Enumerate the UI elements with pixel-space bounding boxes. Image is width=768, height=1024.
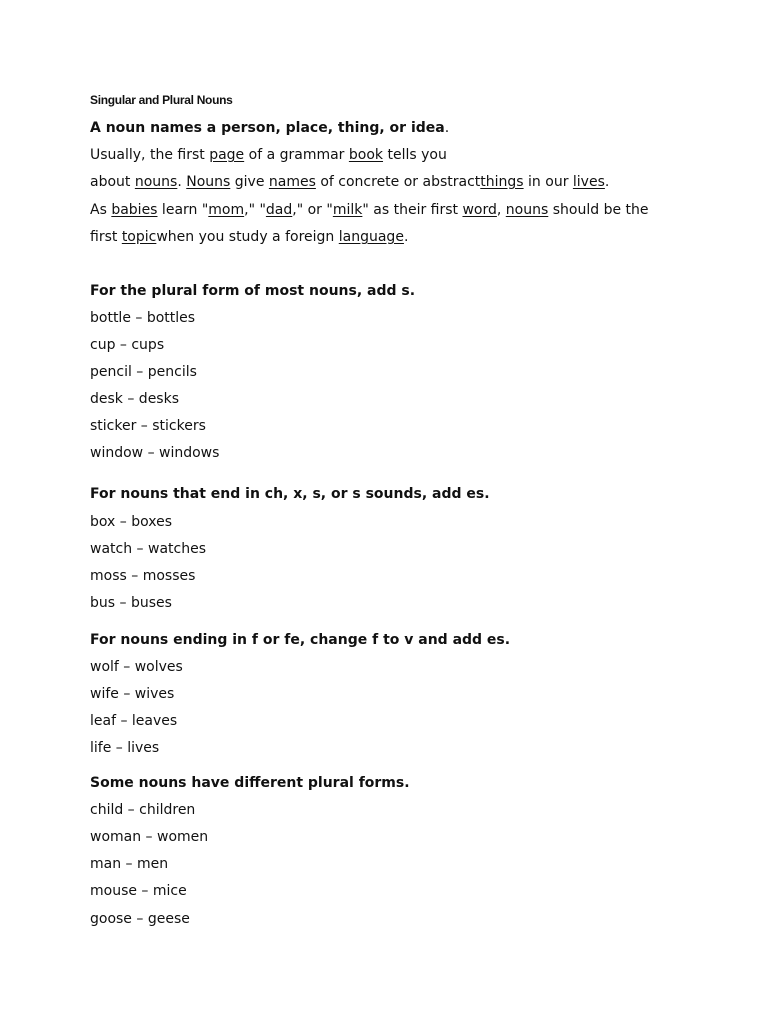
document-title: Singular and Plural Nouns bbox=[90, 93, 233, 107]
intro-text: . bbox=[177, 174, 187, 190]
intro-text: first bbox=[90, 229, 122, 245]
example-item: life – lives bbox=[90, 740, 160, 756]
intro-text: . bbox=[403, 229, 409, 245]
link-lives[interactable]: lives bbox=[572, 174, 605, 190]
rule-heading: Some nouns have different plural forms. bbox=[90, 775, 410, 791]
example-item: child – children bbox=[90, 802, 196, 818]
link-dad[interactable]: dad bbox=[265, 202, 293, 218]
intro-line-2 bbox=[90, 172, 609, 192]
rule-heading: For nouns that end in ch, x, s, or s sounds, add es. bbox=[90, 486, 490, 502]
example-item: wolf – wolves bbox=[90, 659, 183, 675]
link-babies[interactable]: babies bbox=[111, 202, 158, 218]
intro-text: when you study a foreign bbox=[156, 229, 339, 245]
example-item: leaf – leaves bbox=[90, 713, 178, 729]
intro-text: in our bbox=[523, 174, 573, 190]
intro-text: ," or " bbox=[292, 202, 333, 218]
link-milk[interactable]: milk bbox=[332, 202, 363, 218]
example-item: cup – cups bbox=[90, 337, 165, 353]
intro-text: , bbox=[496, 202, 506, 218]
intro-text: " as their first bbox=[362, 202, 463, 218]
link-language[interactable]: language bbox=[338, 229, 404, 245]
link-nouns[interactable]: nouns bbox=[134, 174, 178, 190]
link-nouns-3[interactable]: nouns bbox=[505, 202, 549, 218]
intro-text: of a grammar bbox=[244, 147, 349, 163]
link-book[interactable]: book bbox=[348, 147, 384, 163]
intro-line-1 bbox=[90, 145, 447, 165]
intro-line-3 bbox=[90, 200, 649, 220]
intro-text: . bbox=[604, 174, 610, 190]
intro-text: As bbox=[90, 202, 112, 218]
link-nouns-2[interactable]: Nouns bbox=[186, 174, 231, 190]
example-item: woman – women bbox=[90, 829, 209, 845]
intro-text: learn " bbox=[157, 202, 209, 218]
intro-text: tells you bbox=[383, 147, 447, 163]
example-item: window – windows bbox=[90, 445, 220, 461]
example-item: man – men bbox=[90, 856, 169, 872]
example-item: bus – buses bbox=[90, 595, 172, 611]
example-item: goose – geese bbox=[90, 911, 190, 927]
link-page[interactable]: page bbox=[209, 147, 245, 163]
example-item: pencil – pencils bbox=[90, 364, 197, 380]
link-names[interactable]: names bbox=[268, 174, 316, 190]
link-mom[interactable]: mom bbox=[208, 202, 245, 218]
link-topic[interactable]: topic bbox=[121, 229, 157, 245]
example-item: box – boxes bbox=[90, 514, 172, 530]
rule-heading: For nouns ending in f or fe, change f to v and add es. bbox=[90, 632, 511, 648]
example-item: sticker – stickers bbox=[90, 418, 206, 434]
intro-line-4 bbox=[90, 227, 408, 247]
intro-text: about bbox=[90, 174, 135, 190]
intro-text: Usually, the first bbox=[90, 147, 210, 163]
intro-heading: A noun names a person, place, thing, or idea bbox=[90, 120, 445, 136]
intro-text: should be the bbox=[548, 202, 649, 218]
example-item: moss – mosses bbox=[90, 568, 196, 584]
intro-text: ," " bbox=[244, 202, 266, 218]
example-item: mouse – mice bbox=[90, 883, 187, 899]
rule-heading: For the plural form of most nouns, add s. bbox=[90, 283, 416, 299]
example-item: bottle – bottles bbox=[90, 310, 196, 326]
example-item: desk – desks bbox=[90, 391, 179, 407]
link-things[interactable]: things bbox=[480, 174, 524, 190]
intro-text: give bbox=[230, 174, 269, 190]
example-item: wife – wives bbox=[90, 686, 175, 702]
intro-heading-period: . bbox=[444, 120, 450, 136]
intro-heading-line bbox=[90, 118, 449, 138]
link-word[interactable]: word bbox=[462, 202, 497, 218]
intro-text: of concrete or abstract bbox=[315, 174, 481, 190]
example-item: watch – watches bbox=[90, 541, 206, 557]
